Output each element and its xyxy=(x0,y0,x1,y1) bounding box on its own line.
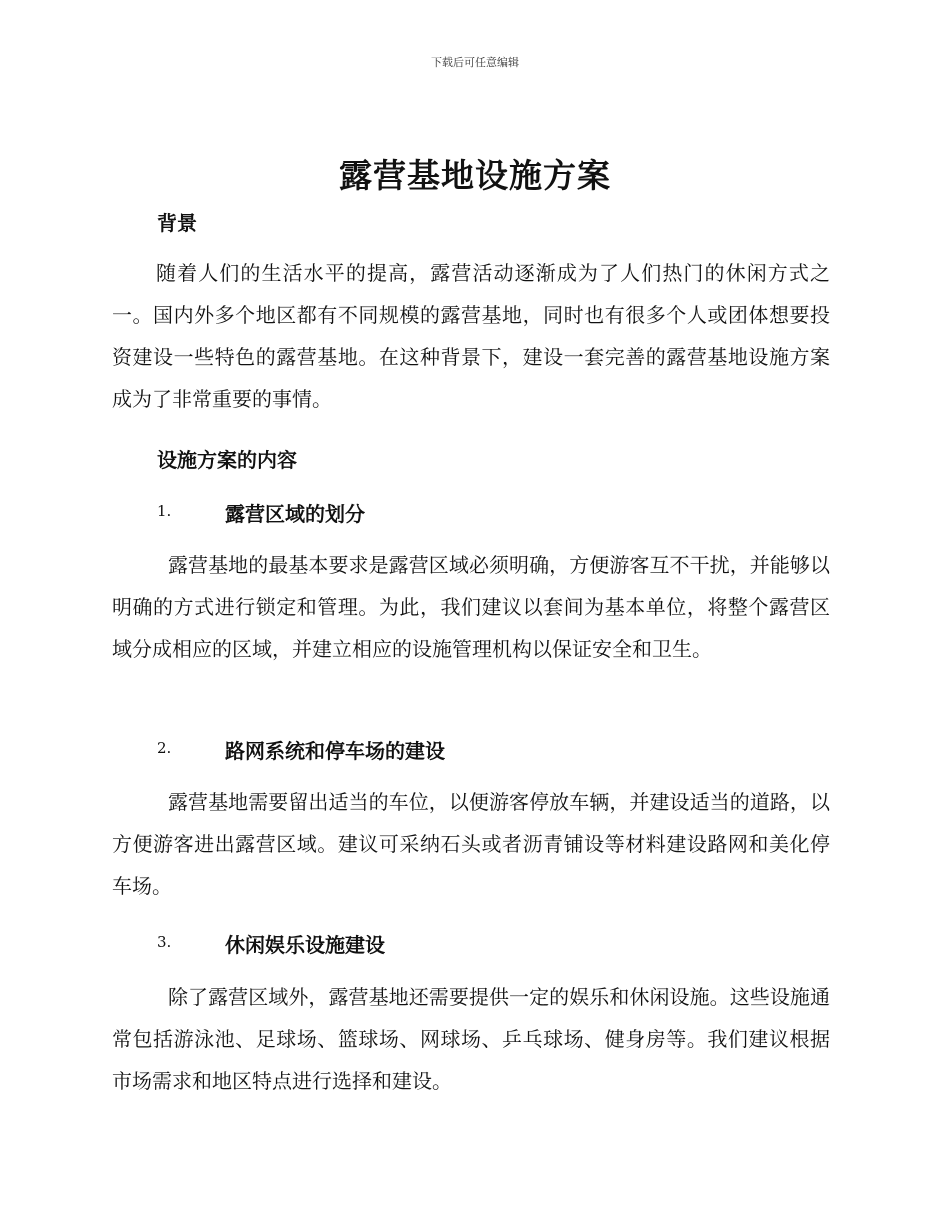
list-item-title: 露营区域的划分 xyxy=(225,502,365,526)
list-item-title: 休闲娱乐设施建设 xyxy=(225,933,385,957)
list-item-number: 3. xyxy=(157,933,172,951)
background-paragraph: 随着人们的生活水平的提高，露营活动逐渐成为了人们热门的休闲方式之一。国内外多个地区都有不同规模的露营基地，同时也有很多个人或团体想要投资建设一些特色的露营基地。在这种背景下，建设一套完善的露营基地设施方案成为了非常重要的事情。 xyxy=(112,261,830,411)
list-item-title: 路网系统和停车场的建设 xyxy=(225,739,445,763)
section-heading-background: 背景 xyxy=(157,211,197,235)
header-note: 下载后可任意编辑 xyxy=(431,56,519,69)
section-heading-content: 设施方案的内容 xyxy=(157,448,297,472)
document-title: 露营基地设施方案 xyxy=(339,156,611,195)
list-item-number: 2. xyxy=(157,739,172,757)
list-item-number: 1. xyxy=(157,502,172,520)
list-item-paragraph-3: 除了露营区域外，露营基地还需要提供一定的娱乐和休闲设施。这些设施通常包括游泳池、足球场、篮球场、网球场、乒乓球场、健身房等。我们建议根据市场需求和地区特点进行选择和建设。 xyxy=(112,985,830,1093)
list-item-paragraph-2: 露营基地需要留出适当的车位，以便游客停放车辆，并建设适当的道路，以方便游客进出露营区域。建议可采纳石头或者沥青铺设等材料建设路网和美化停车场。 xyxy=(112,790,830,898)
list-item-paragraph-1: 露营基地的最基本要求是露营区域必须明确，方便游客互不干扰，并能够以明确的方式进行锁定和管理。为此，我们建议以套间为基本单位，将整个露营区域分成相应的区域，并建立相应的设施管理机构以保证安全和卫生。 xyxy=(112,553,830,661)
